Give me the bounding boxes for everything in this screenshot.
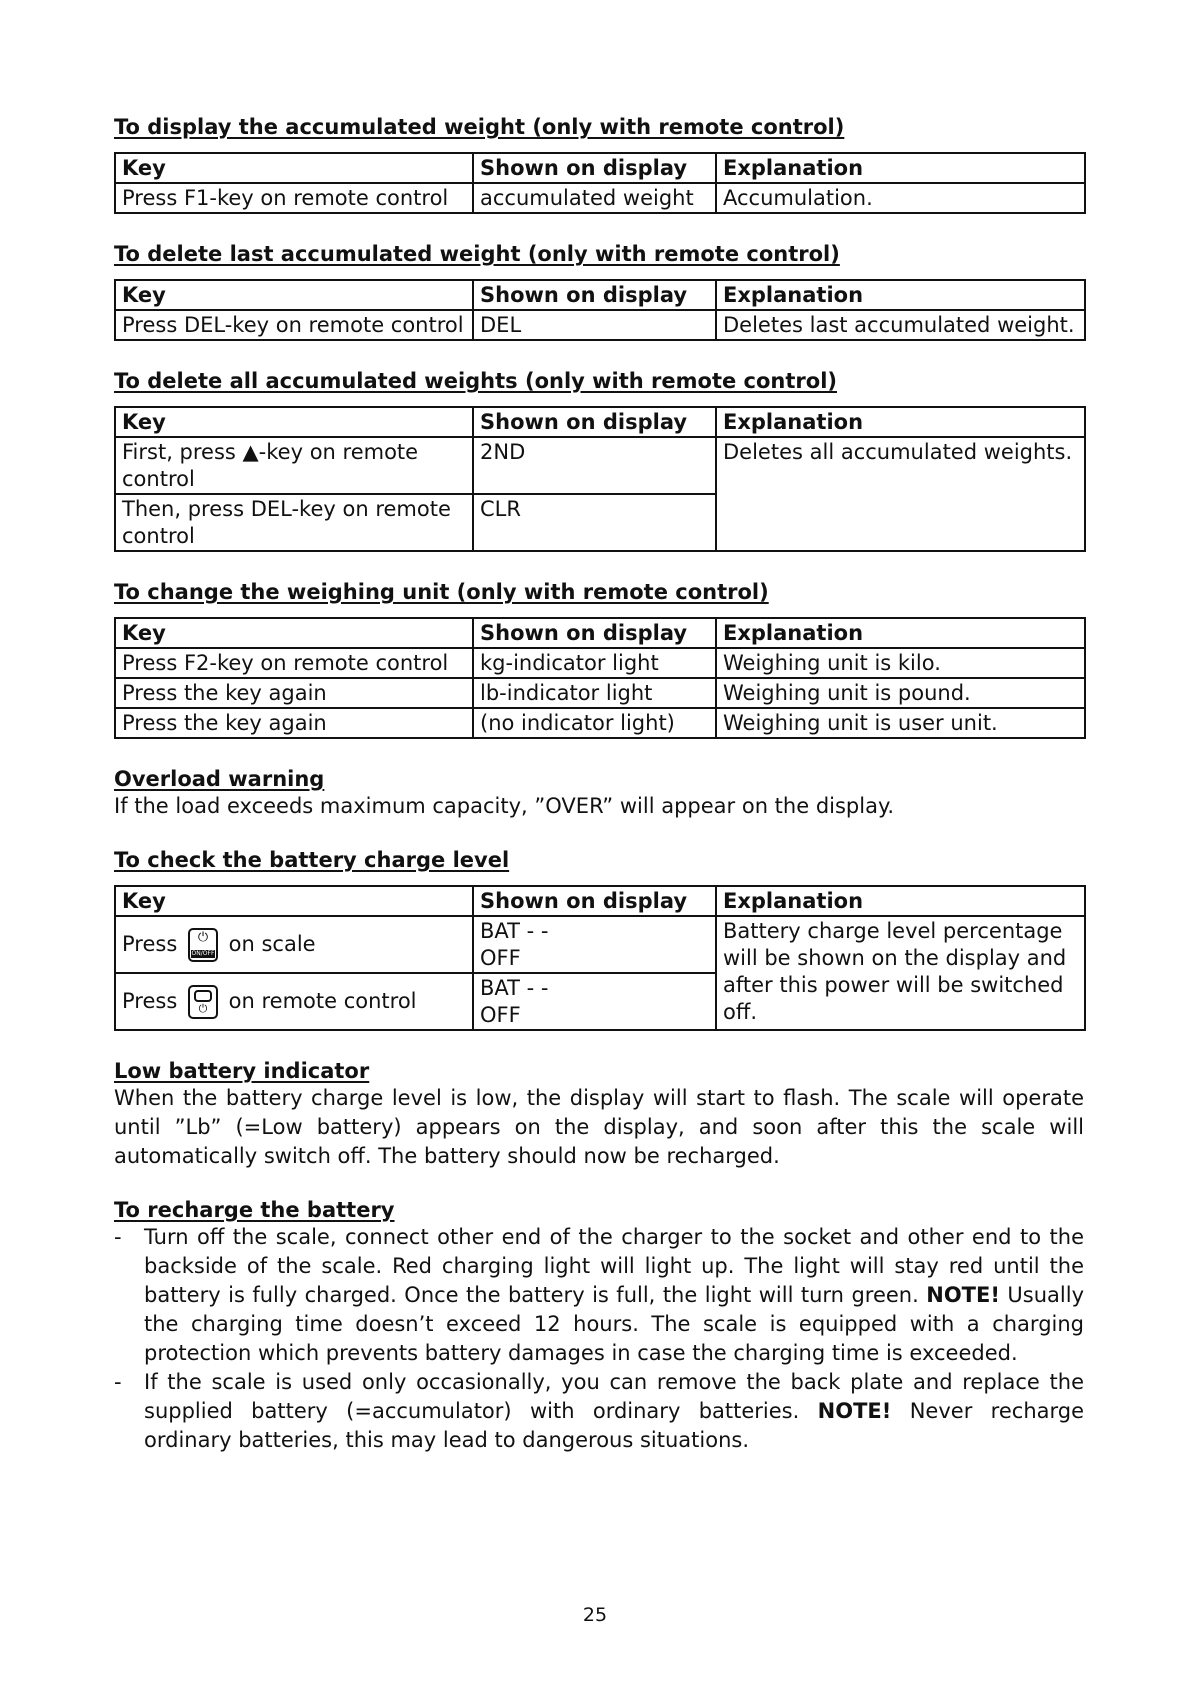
table-header-row xyxy=(115,407,1085,437)
header-key: Key xyxy=(115,407,473,437)
header-explanation: Explanation xyxy=(716,618,1085,648)
press-label: Press xyxy=(122,932,178,956)
cell-display xyxy=(473,916,716,973)
on-off-icon-label: ON/OFF xyxy=(191,950,215,957)
low-battery-text: When the battery charge level is low, the display will start to flash. The scale will operate until ”Lb” (=Low battery) appears on the display, and soon after this the scale will automatically switch off. The battery should now be recharged. xyxy=(114,1086,1084,1168)
cell-explanation: Deletes last accumulated weight. xyxy=(716,310,1085,340)
remote-power-button-icon: ⏻ xyxy=(188,985,218,1019)
section-title-unit: To change the weighing unit (only with remote control) xyxy=(114,580,769,604)
table-row xyxy=(115,916,1085,973)
table-header-row xyxy=(115,153,1085,183)
cell-key: Press DEL-key on remote control xyxy=(115,310,473,340)
list-item: - If the scale is used only occasionally, you can remove the back plate and replace the supplied battery (=accumulator) with ordinary batteries. NOTE! Never recharge ordinary batteries, this may lead to dangerous situations. xyxy=(114,1370,1085,1452)
header-explanation: Explanation xyxy=(716,153,1085,183)
cell-explanation: Deletes all accumulated weights. xyxy=(716,437,1085,551)
key-suffix: on remote control xyxy=(228,989,417,1013)
header-key: Key xyxy=(115,280,473,310)
table-header-row xyxy=(115,886,1085,916)
display-line: BAT - - xyxy=(480,976,549,1000)
table-header-row xyxy=(115,280,1085,310)
section-title-delete-all: To delete all accumulated weights (only with remote control) xyxy=(114,369,837,393)
cell-explanation: Weighing unit is pound. xyxy=(716,678,1085,708)
cell-key: Press the key again xyxy=(115,708,473,738)
cell-display: accumulated weight xyxy=(473,183,716,213)
cell-display: DEL xyxy=(473,310,716,340)
cell-explanation: Battery charge level percentage will be shown on the display and after this power will be switched off. xyxy=(716,916,1085,1030)
table-row xyxy=(115,437,1085,494)
table-row xyxy=(115,708,1085,738)
cell-key xyxy=(115,916,473,973)
header-explanation: Explanation xyxy=(716,407,1085,437)
header-display: Shown on display xyxy=(473,886,716,916)
cell-explanation: Weighing unit is user unit. xyxy=(716,708,1085,738)
table-row xyxy=(115,183,1085,213)
on-off-button-icon: ⏻ ON/OFF xyxy=(188,928,218,962)
header-display: Shown on display xyxy=(473,280,716,310)
cell-display: kg-indicator light xyxy=(473,648,716,678)
cell-display xyxy=(473,973,716,1030)
battery-check-table xyxy=(114,885,1086,1031)
section-title-battery-check: To check the battery charge level xyxy=(114,848,510,872)
table-row xyxy=(115,310,1085,340)
note-label: NOTE! xyxy=(817,1399,892,1423)
delete-all-table xyxy=(114,406,1086,552)
cell-key: Press F2-key on remote control xyxy=(115,648,473,678)
list-item: - Turn off the scale, connect other end of the charger to the socket and other end to the backside of the scale. Red charging light will light up. The light will stay red until the battery is fully charged. Once the battery is full, the light will turn green. NOTE! Usually the charging time doesn’t exceed 12 hours. The scale is equipped with a charging protection which prevents battery damages in case the charging time is exceeded. xyxy=(114,1225,1084,1365)
section-title-low-battery: Low battery indicator xyxy=(114,1059,370,1083)
cell-display: lb-indicator light xyxy=(473,678,716,708)
key-suffix: on scale xyxy=(228,932,316,956)
cell-display: (no indicator light) xyxy=(473,708,716,738)
delete-last-table xyxy=(114,279,1086,341)
unit-table xyxy=(114,617,1086,739)
page-number: 25 xyxy=(582,1604,608,1626)
cell-display: 2ND xyxy=(473,437,716,494)
header-key: Key xyxy=(115,153,473,183)
table-header-row xyxy=(115,618,1085,648)
table-row xyxy=(115,678,1085,708)
cell-key: First, press ▲-key on remote control xyxy=(115,437,473,494)
header-display: Shown on display xyxy=(473,153,716,183)
cell-explanation: Weighing unit is kilo. xyxy=(716,648,1085,678)
accumulated-table xyxy=(114,152,1086,214)
cell-key xyxy=(115,973,473,1030)
press-label: Press xyxy=(122,989,178,1013)
manual-page xyxy=(114,114,1084,1455)
overload-text: If the load exceeds maximum capacity, ”OVER” will appear on the display. xyxy=(114,794,895,818)
section-title-recharge: To recharge the battery xyxy=(114,1198,395,1222)
display-line: OFF xyxy=(480,946,521,970)
display-line: OFF xyxy=(480,1003,521,1027)
header-display: Shown on display xyxy=(473,618,716,648)
cell-display: CLR xyxy=(473,494,716,551)
header-key: Key xyxy=(115,886,473,916)
recharge-list xyxy=(114,1223,1084,1455)
cell-key: Press F1-key on remote control xyxy=(115,183,473,213)
section-title-accumulated: To display the accumulated weight (only with remote control) xyxy=(114,115,845,139)
header-display: Shown on display xyxy=(473,407,716,437)
cell-key: Press the key again xyxy=(115,678,473,708)
header-explanation: Explanation xyxy=(716,886,1085,916)
cell-explanation: Accumulation. xyxy=(716,183,1085,213)
note-label: NOTE! xyxy=(926,1283,1000,1307)
cell-key: Then, press DEL-key on remote control xyxy=(115,494,473,551)
section-title-overload: Overload warning xyxy=(114,767,325,791)
header-key: Key xyxy=(115,618,473,648)
section-title-delete-last: To delete last accumulated weight (only with remote control) xyxy=(114,242,840,266)
header-explanation: Explanation xyxy=(716,280,1085,310)
table-row xyxy=(115,648,1085,678)
display-line: BAT - - xyxy=(480,919,549,943)
